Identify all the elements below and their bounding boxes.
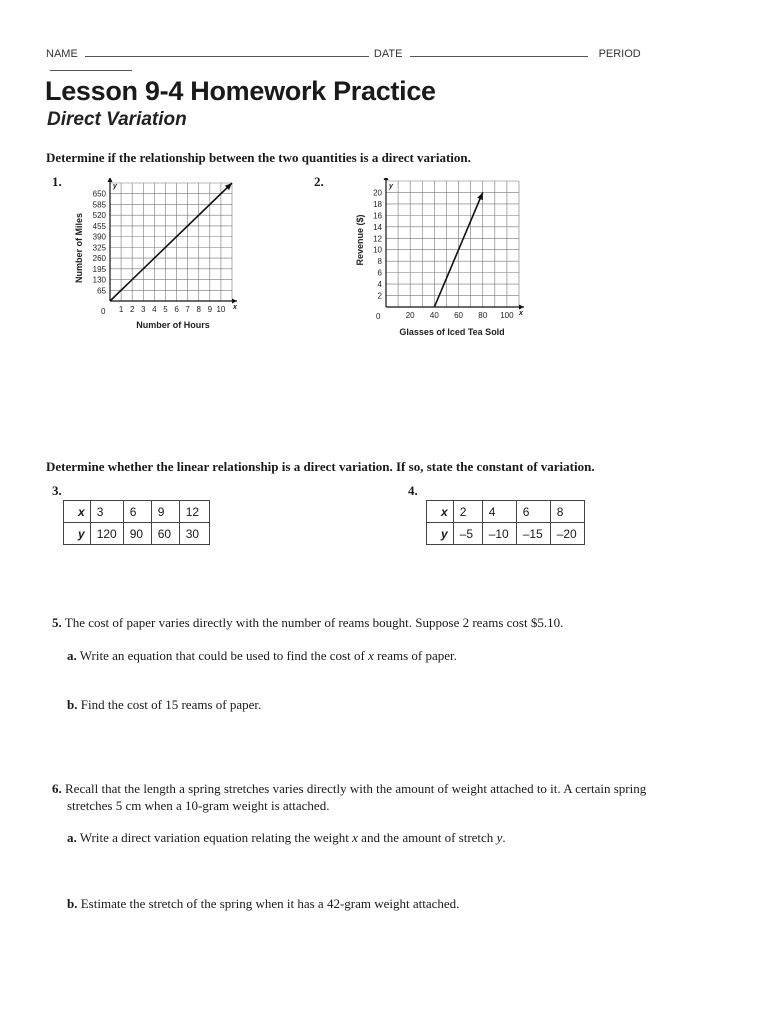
chart-2-grid — [386, 181, 519, 307]
x-tick-label: 40 — [429, 311, 439, 320]
table-cell: 9 — [151, 501, 179, 523]
x-axis-arrow — [519, 305, 524, 310]
chart-1 — [70, 178, 270, 338]
y-tick-label: 650 — [92, 189, 106, 199]
question-6-text-2: stretches 5 cm when a 10-gram weight is attached. — [67, 798, 330, 813]
problem-1-number: 1. — [52, 174, 62, 189]
table-cell: 90 — [123, 523, 151, 545]
x-tick-label: 7 — [185, 305, 190, 314]
x-tick-label: 60 — [454, 311, 463, 320]
question-6 — [52, 780, 752, 814]
x-tick-label: 6 — [174, 305, 179, 314]
y-tick-label: 455 — [92, 221, 106, 231]
question-5-text: The cost of paper varies directly with the number of reams bought. Suppose 2 reams cost $5.10. — [64, 615, 564, 630]
name-line — [85, 46, 369, 57]
x-tick-label: 80 — [478, 311, 488, 320]
question-6a-var-y: y — [496, 830, 503, 845]
question-5 — [52, 614, 563, 631]
question-6a-text-post: . — [502, 830, 506, 845]
y-tick-label: 65 — [97, 286, 106, 296]
y-tick-label: 12 — [373, 234, 382, 244]
x-tick-label: 20 — [405, 311, 415, 320]
table-4-y-header: y — [427, 523, 454, 545]
problem-4-number: 4. — [408, 483, 418, 498]
table-cell: 2 — [453, 501, 482, 523]
table-cell: 8 — [550, 501, 584, 523]
question-5b-label: b. — [67, 697, 78, 712]
question-6a — [67, 829, 506, 846]
table-cell: 60 — [151, 523, 179, 545]
question-6a-text-pre: Write a direct variation equation relating the weight — [79, 830, 349, 845]
table-4 — [426, 500, 585, 545]
question-5a — [67, 647, 457, 664]
table-cell: –20 — [550, 523, 584, 545]
table-cell: 12 — [179, 501, 209, 523]
x-tick-label: 5 — [163, 305, 168, 314]
question-6b-text: Estimate the stretch of the spring when it has a 42-gram weight attached. — [80, 896, 460, 911]
x-tick-label: 3 — [141, 305, 146, 314]
table-cell: –5 — [453, 523, 482, 545]
y-tick-label: 8 — [377, 257, 382, 267]
question-5a-label: a. — [67, 648, 77, 663]
table-cell: 4 — [482, 501, 516, 523]
y-tick-label: 520 — [92, 211, 106, 221]
question-5b-text: Find the cost of 15 reams of paper. — [80, 697, 262, 712]
y-axis-arrow — [384, 178, 389, 180]
y-tick-label: 20 — [373, 188, 382, 198]
section1-instruction: Determine if the relationship between the two quantities is a direct variation. — [46, 150, 471, 165]
x-tick-label: 100 — [500, 311, 514, 320]
chart-2 — [345, 178, 545, 340]
date-line — [410, 46, 588, 57]
y-tick-label: 6 — [377, 268, 382, 278]
x-tick-label: 9 — [207, 305, 213, 314]
problem-3-number: 3. — [52, 483, 62, 498]
table-cell: 6 — [516, 501, 550, 523]
y-tick-label: 18 — [373, 199, 382, 209]
y-tick-label: 260 — [92, 254, 106, 264]
table-cell: 120 — [90, 523, 123, 545]
table-3 — [63, 500, 210, 545]
chart-1-xlabel: Number of Hours — [136, 320, 210, 330]
question-5a-text-post: reams of paper. — [377, 648, 457, 663]
table-4-y-row — [427, 523, 585, 545]
question-5a-text-pre: Write an equation that could be used to find the cost of — [79, 648, 365, 663]
y-tick-label: 10 — [373, 245, 382, 255]
question-6-text-1: Recall that the length a spring stretches varies directly with the amount of weight attached to it. A certain spring — [65, 781, 647, 796]
question-6a-label: a. — [67, 830, 77, 845]
chart-2-y-var: y — [389, 183, 393, 190]
x-tick-label: 10 — [216, 305, 226, 314]
y-tick-label: 2 — [377, 291, 382, 301]
header-fields — [46, 46, 726, 74]
question-5a-var: x — [368, 648, 374, 663]
table-3-y-header: y — [64, 523, 91, 545]
question-6b-label: b. — [67, 896, 78, 911]
x-tick-label: 4 — [152, 305, 157, 314]
table-cell: –15 — [516, 523, 550, 545]
table-cell: 6 — [123, 501, 151, 523]
x-tick-label: 2 — [129, 305, 135, 314]
table-4-x-header: x — [427, 501, 454, 523]
page-subtitle: Direct Variation — [47, 109, 187, 130]
page-title: Lesson 9-4 Homework Practice — [45, 76, 436, 106]
x-tick-label: 8 — [196, 305, 201, 314]
chart-1-x-var: x — [233, 304, 237, 311]
chart-1-ylabel: Number of Miles — [74, 212, 84, 284]
y-tick-label: 585 — [92, 200, 106, 210]
question-6a-var-x: x — [352, 830, 358, 845]
chart-2-x-var: x — [519, 310, 523, 317]
table-cell: 30 — [179, 523, 209, 545]
question-6-line-1 — [52, 780, 752, 797]
problem-2-number: 2. — [314, 174, 324, 189]
table-4-x-row — [427, 501, 585, 523]
y-tick-label: 130 — [92, 275, 106, 285]
y-tick-label: 16 — [373, 211, 382, 221]
chart-2-ylabel: Revenue ($) — [355, 214, 365, 266]
table-3-x-header: x — [64, 501, 91, 523]
table-3-y-row — [64, 523, 210, 545]
period-line — [50, 60, 132, 71]
question-6-number: 6. — [52, 781, 62, 796]
y-tick-label: 195 — [92, 264, 106, 274]
period-label: PERIOD — [598, 48, 641, 60]
x-tick-label: 1 — [118, 305, 124, 314]
section2-instruction: Determine whether the linear relationship is a direct variation. If so, state the constant of variation. — [46, 459, 595, 474]
series-line — [110, 183, 232, 301]
table-cell: –10 — [482, 523, 516, 545]
table-3-x-row — [64, 501, 210, 523]
name-label: NAME — [46, 48, 78, 60]
y-tick-label: 4 — [377, 280, 382, 290]
y-tick-label: 14 — [373, 222, 382, 232]
chart-2-origin: 0 — [376, 312, 381, 321]
table-cell: 3 — [90, 501, 123, 523]
date-label: DATE — [373, 48, 403, 60]
question-6b — [67, 895, 459, 912]
chart-1-y-var: y — [113, 183, 117, 190]
y-axis-arrow — [108, 178, 113, 182]
x-axis-arrow — [232, 299, 237, 304]
question-6a-text-mid: and the amount of stretch — [361, 830, 494, 845]
question-5-number: 5. — [52, 615, 62, 630]
y-tick-label: 325 — [92, 243, 106, 253]
chart-1-origin: 0 — [101, 307, 106, 316]
question-5b — [67, 696, 261, 713]
chart-2-xlabel: Glasses of Iced Tea Sold — [399, 327, 505, 337]
y-tick-label: 390 — [92, 232, 106, 242]
